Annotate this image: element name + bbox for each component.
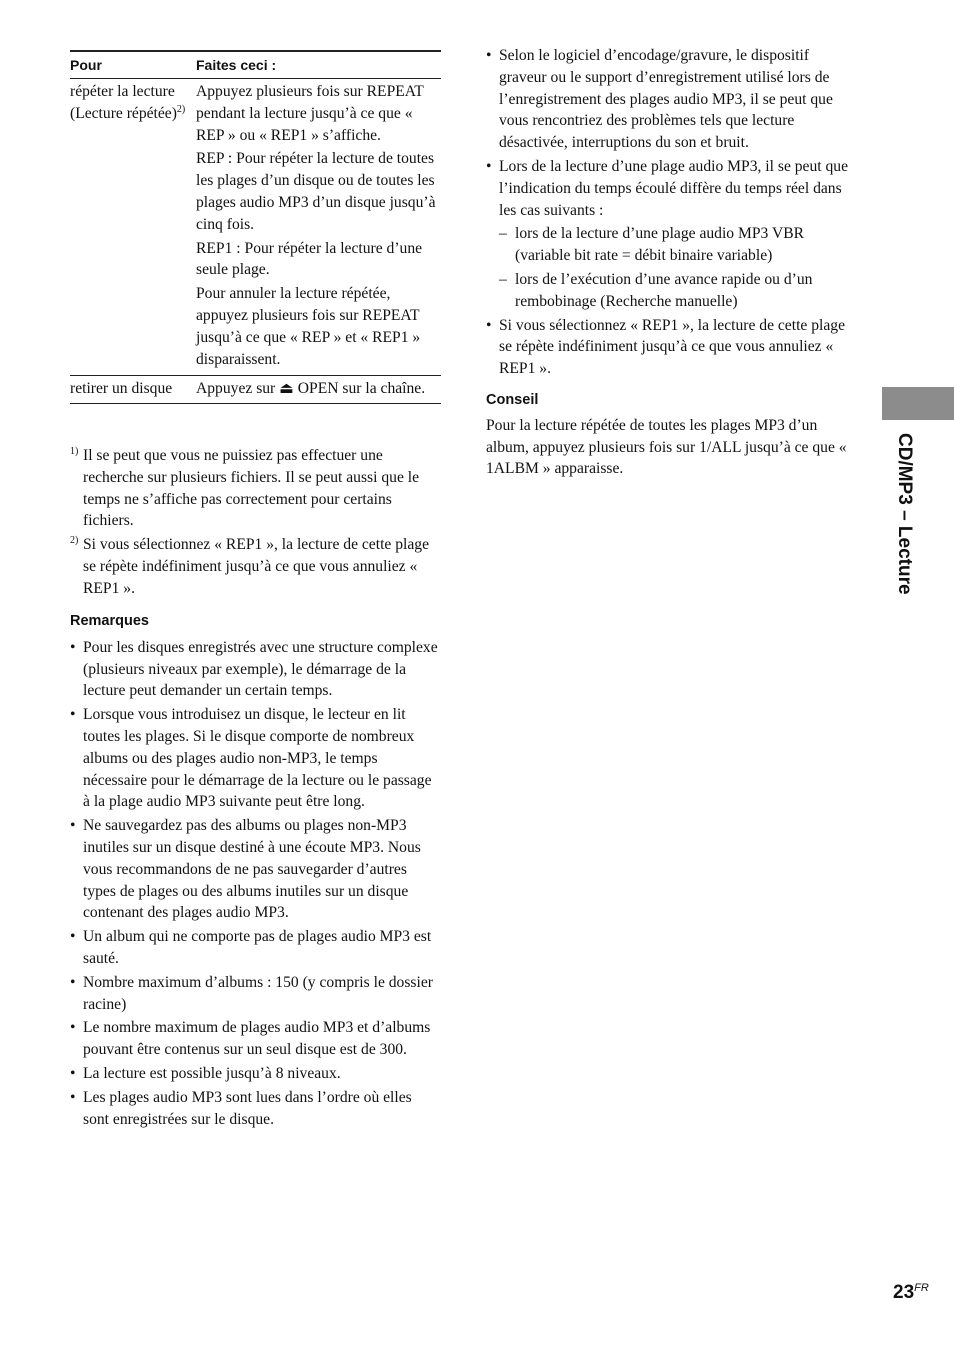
list-item: • Un album qui ne comporte pas de plages audio MP3 est sauté.: [70, 926, 441, 970]
conseil-section: [486, 390, 856, 480]
header-faites-ceci: Faites ceci :: [196, 57, 277, 73]
list-item: • Ne sauvegardez pas des albums ou plages non-MP3 inutiles sur un disque destiné à une écoute MP3. Nous vous recommandons de ne pas sauvegarder d’autres types de plages ou des albums inutiles sur un disque contenant des plages audio MP3.: [70, 815, 441, 924]
page-number-value: 23: [893, 1282, 915, 1303]
list-item: • La lecture est possible jusqu’à 8 niveaux.: [70, 1063, 441, 1085]
list-item: [486, 156, 856, 313]
instruction-paragraph: REP1 : Pour répéter la lecture d’une seule plage.: [196, 239, 423, 279]
instruction-text: OPEN sur la chaîne.: [293, 380, 426, 398]
header-pour: Pour: [70, 57, 102, 73]
instruction-paragraph: Appuyez plusieurs fois sur REPEAT pendant la lecture jusqu’à ce que « REP » ou « REP1 » s’affiche.: [196, 83, 424, 144]
instruction-text: Appuyez sur: [196, 380, 280, 398]
footnote: [70, 445, 441, 532]
list-item: • Nombre maximum d’albums : 150 (y compris le dossier racine): [70, 972, 441, 1016]
list-item: • Si vous sélectionnez « REP1 », la lecture de cette plage se répète indéfiniment jusqu’à ce que vous annuliez « REP1 ».: [486, 315, 856, 380]
conseil-text: Pour la lecture répétée de toutes les plages MP3 d’un album, appuyez plusieurs fois sur 1/ALL jusqu’à ce que « 1ALBM » apparaisse.: [486, 416, 847, 478]
side-tab-bar: [882, 387, 954, 420]
remarques-section: [70, 611, 441, 1132]
table-row: [70, 376, 441, 403]
footnote-text: Si vous sélectionnez « REP1 », la lecture de cette plage se répète indéfiniment jusqu’à ce que vous annuliez « REP1 ».: [83, 536, 429, 597]
instruction-paragraph: Pour annuler la lecture répétée, appuyez plusieurs fois sur REPEAT jusqu’à ce que « REP » et « REP1 » disparaissent.: [196, 285, 421, 368]
footnote-mark: 1): [70, 446, 79, 457]
instruction-paragraph: REP : Pour répéter la lecture de toutes les plages d’un disque ou de toutes les plages audio MP3 d’un disque jusqu’à cinq fois.: [196, 150, 436, 233]
footnote: [70, 534, 441, 599]
side-tab-label: CD/MP3 – Lecture: [894, 433, 915, 595]
list-item: • Le nombre maximum de plages audio MP3 et d’albums pouvant être contenus sur un seul disque est de 300.: [70, 1017, 441, 1061]
sub-list-item: – lors de l’exécution d’une avance rapide ou d’un rembobinage (Recherche manuelle): [499, 269, 856, 313]
row-instructions-eject: [196, 378, 441, 400]
right-column: [486, 45, 856, 480]
list-item: • Pour les disques enregistrés avec une structure complexe (plusieurs niveaux par exemple), le démarrage de la lecture peut demander un certain temps.: [70, 637, 441, 702]
list-item: • Les plages audio MP3 sont lues dans l’ordre où elles sont enregistrées sur le disque.: [70, 1087, 441, 1131]
eject-icon: ⏏: [279, 380, 294, 398]
row-instructions-repeat: [196, 81, 441, 372]
table-row: [70, 79, 441, 375]
row-action-text: répéter la lecture (Lecture répétée): [70, 83, 177, 122]
instruction-table: [70, 50, 441, 404]
list-item: • Lorsque vous introduisez un disque, le lecteur en lit toutes les plages. Si le disque comporte de nombreux albums ou des plages audio non-MP3, le temps nécessaire pour le démarrage de la lecture ou le passage à la plage audio MP3 suivante peut être long.: [70, 704, 441, 813]
footnote-mark: 2): [70, 535, 79, 547]
footnote-ref: 2): [176, 103, 186, 115]
row-action-eject: retirer un disque: [70, 380, 173, 398]
footnote-text: Il se peut que vous ne puissiez pas effectuer une recherche sur plusieurs fichiers. Il se peut aussi que le temps ne s’affiche pas correctement pour certains fichiers.: [83, 447, 420, 530]
page-number: [893, 1282, 929, 1304]
row-action-repeat: [70, 81, 196, 372]
sub-list-item: – lors de la lecture d’une plage audio MP3 VBR (variable bit rate = débit binaire variable): [499, 223, 856, 267]
footnotes: [70, 445, 441, 602]
table-header: [70, 52, 441, 78]
sub-list: [499, 223, 856, 312]
page-language: FR: [914, 1282, 929, 1294]
remarques-list: [70, 637, 441, 1131]
list-item: • Selon le logiciel d’encodage/gravure, le dispositif graveur ou le support d’enregistrement utilisé lors de l’enregistrement des plages audio MP3, il se peut que vous rencontriez des problèmes tels que lecture désactivée, interruptions du son et bruit.: [486, 45, 856, 154]
notes-list: [486, 45, 856, 380]
remarques-heading: Remarques: [70, 613, 149, 629]
list-item-text: Lors de la lecture d’une plage audio MP3, il se peut que l’indication du temps écoulé diffère du temps réel dans les cas suivants :: [499, 157, 849, 219]
conseil-heading: Conseil: [486, 391, 539, 408]
